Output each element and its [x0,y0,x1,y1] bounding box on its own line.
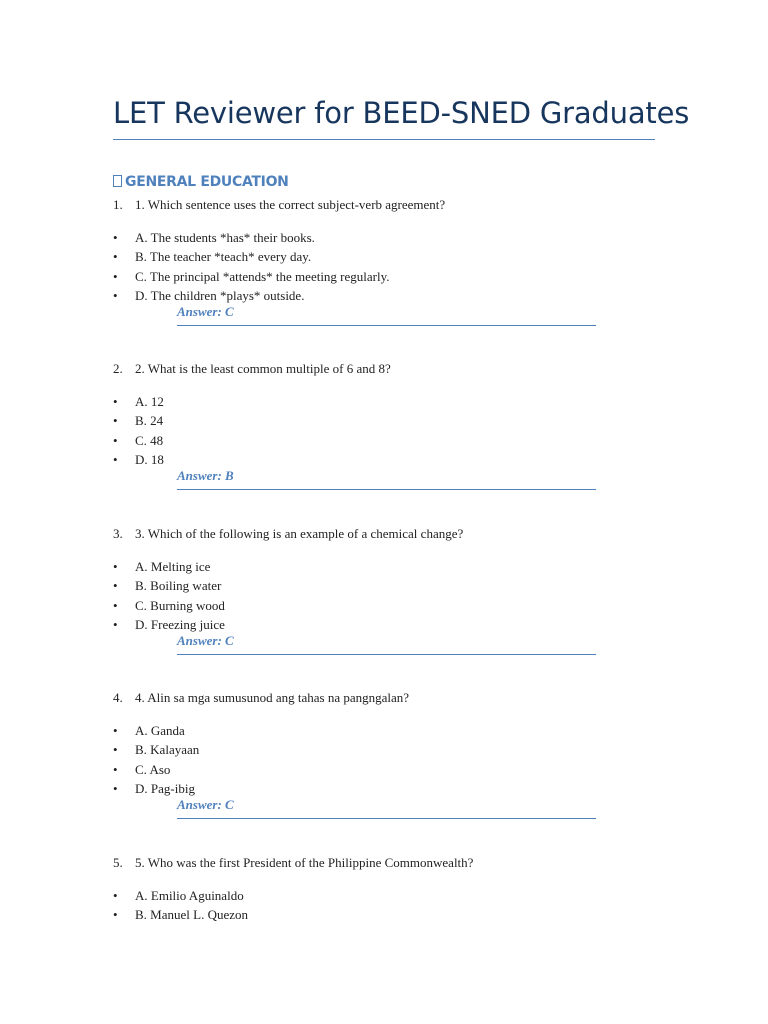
option-item [113,905,633,924]
question-line [113,854,633,872]
question-text: 4. Alin sa mga sumusunod ang tahas na pangngalan? [135,690,410,705]
question-line [113,525,633,543]
bullet-icon: • [113,761,118,777]
answer-key [177,633,596,655]
question-text: 1. Which sentence uses the correct subject-verb agreement? [135,197,446,212]
option-text: D. The children *plays* outside. [135,288,305,304]
bullet-icon: • [113,394,118,409]
bullet-icon: • [113,559,118,574]
answer-text: Answer: B [177,468,234,483]
option-text: A. 12 [135,394,164,409]
document-title: LET Reviewer for BEED-SNED Graduates [113,96,690,130]
question-item [113,854,633,925]
bullet-icon: • [113,432,118,448]
option-item [113,411,633,430]
option-item [113,886,633,905]
option-text: D. Pag-ibig [135,781,195,797]
bullet-icon: • [113,597,118,613]
answer-key [177,304,596,326]
option-text: D. Freezing juice [135,617,225,633]
bullet-icon: • [113,907,118,923]
option-item [113,247,633,266]
question-item [113,196,633,319]
bullet-icon: • [113,781,118,797]
question-number: 5. [113,855,123,870]
answer-text: Answer: C [177,304,234,319]
question-number: 1. [113,197,123,212]
answer-key [177,797,596,819]
bullet-icon: • [113,268,118,284]
option-item [113,450,633,469]
answer-text: Answer: C [177,633,234,648]
option-item [113,615,633,634]
option-item [113,286,633,305]
option-text: B. Manuel L. Quezon [135,907,249,923]
option-text: A. The students *has* their books. [135,230,315,245]
question-number: 3. [113,526,123,541]
bullet-icon: • [113,452,118,468]
bullet-icon: • [113,249,118,265]
bullet-icon: • [113,723,118,738]
option-item [113,596,633,615]
option-list [113,721,633,799]
question-item [113,689,633,812]
bullet-icon: • [113,742,118,758]
option-list [113,886,633,925]
question-item [113,360,633,483]
question-text: 5. Who was the first President of the Philippine Commonwealth? [135,855,474,870]
option-text: C. Aso [135,761,171,777]
option-text: D. 18 [135,452,164,468]
section-heading-label: GENERAL EDUCATION [125,174,289,190]
option-item [113,267,633,286]
option-text: C. 48 [135,432,164,448]
option-list [113,557,633,635]
bullet-icon: • [113,578,118,594]
question-number: 4. [113,690,123,705]
option-text: A. Emilio Aguinaldo [135,888,244,903]
option-item [113,760,633,779]
title-divider [113,139,655,140]
question-number: 2. [113,361,123,376]
option-list [113,392,633,470]
option-item [113,228,633,247]
book-icon [113,175,122,187]
option-text: C. Burning wood [135,597,225,613]
bullet-icon: • [113,413,118,429]
section-heading [113,174,289,190]
question-line [113,196,633,214]
answer-key [177,468,596,490]
option-text: B. 24 [135,413,164,429]
question-text: 3. Which of the following is an example of a chemical change? [135,526,464,541]
bullet-icon: • [113,230,118,245]
option-text: A. Ganda [135,723,185,738]
option-text: B. Boiling water [135,578,222,594]
bullet-icon: • [113,888,118,903]
question-line [113,689,633,707]
option-item [113,392,633,411]
option-item [113,576,633,595]
option-text: C. The principal *attends* the meeting regularly. [135,268,390,284]
question-line [113,360,633,378]
answer-text: Answer: C [177,797,234,812]
option-item [113,779,633,798]
question-text: 2. What is the least common multiple of 6 and 8? [135,361,391,376]
question-item [113,525,633,648]
option-item [113,557,633,576]
bullet-icon: • [113,288,118,304]
option-text: B. The teacher *teach* every day. [135,249,312,265]
bullet-icon: • [113,617,118,633]
option-text: A. Melting ice [135,559,211,574]
option-item [113,721,633,740]
option-item [113,431,633,450]
option-text: B. Kalayaan [135,742,200,758]
option-item [113,740,633,759]
option-list [113,228,633,306]
